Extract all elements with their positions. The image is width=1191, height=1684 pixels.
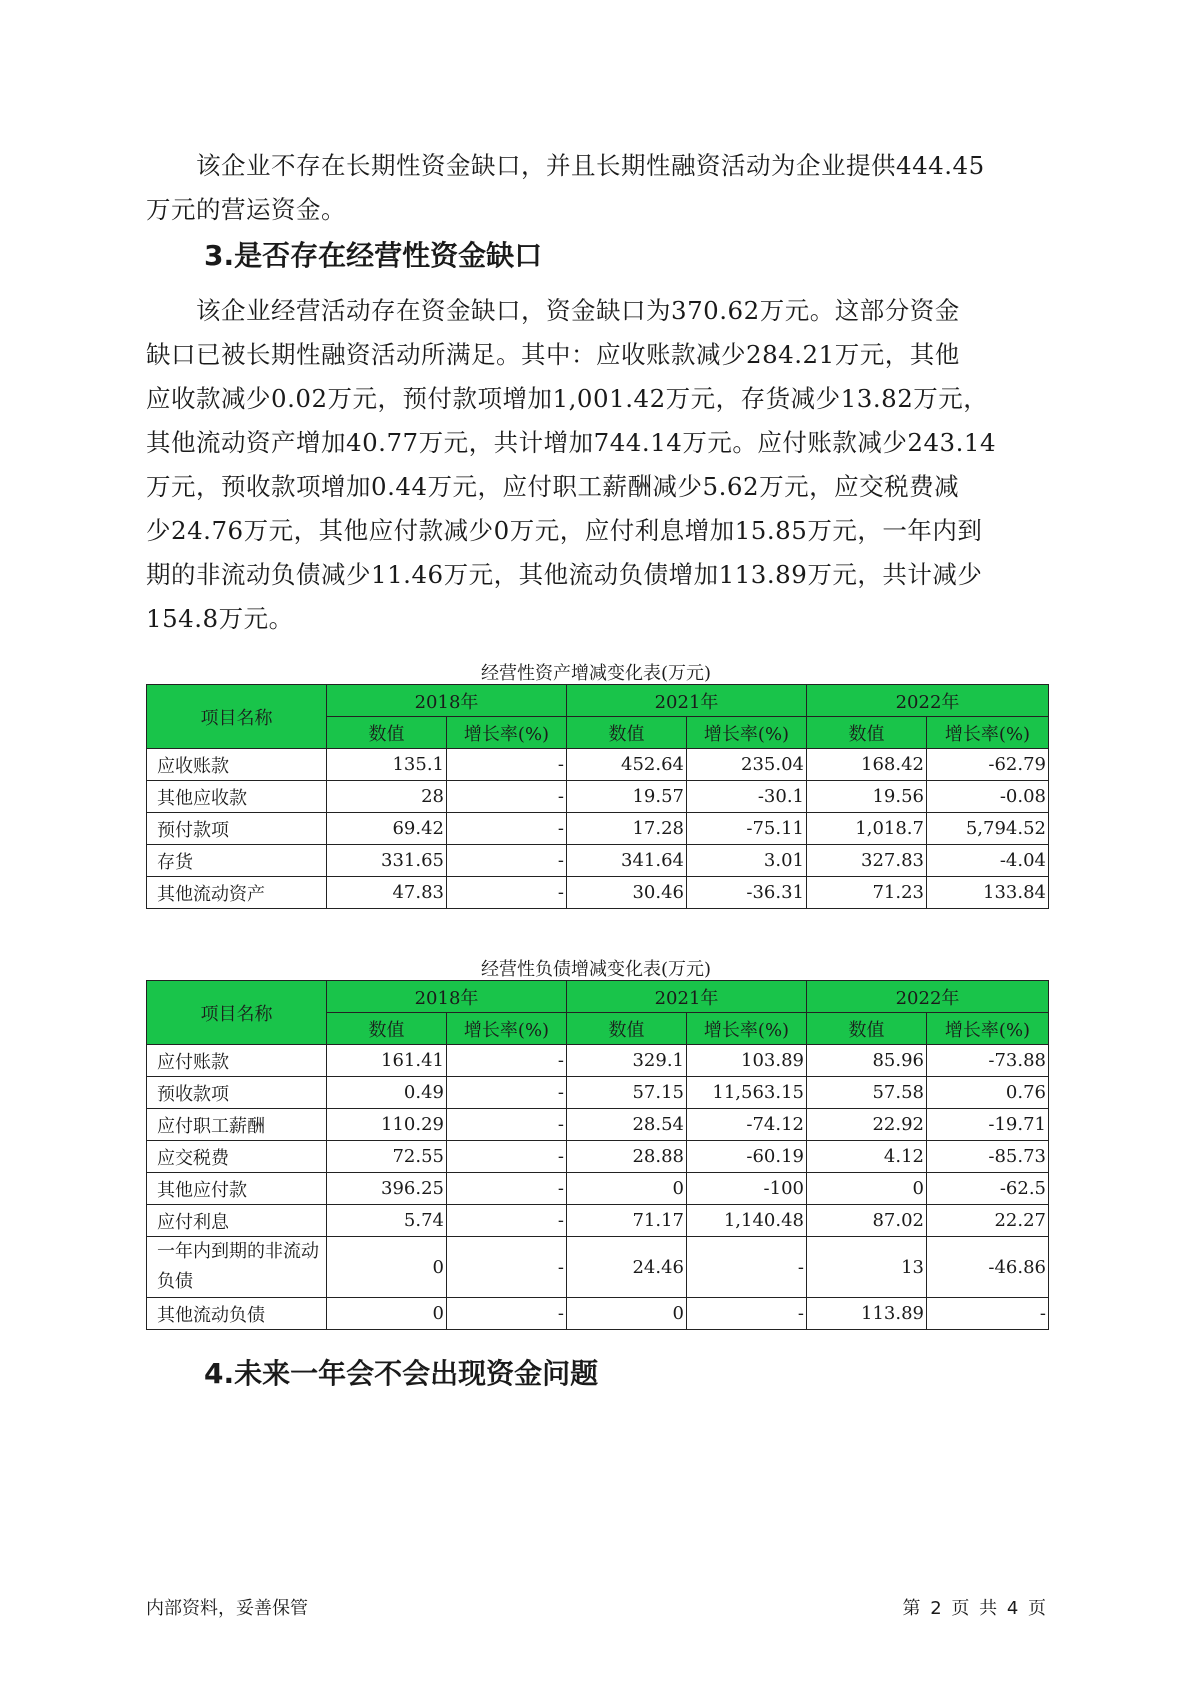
row-value-cell: -46.86 <box>927 1237 1049 1298</box>
table-row <box>147 1298 1049 1330</box>
row-value-cell: 4.12 <box>807 1141 927 1173</box>
row-item-name: 应付利息 <box>147 1205 327 1237</box>
table-row <box>147 749 1049 781</box>
row-value-cell: 71.17 <box>567 1205 687 1237</box>
row-value-cell: 28 <box>327 781 447 813</box>
row-value-cell: 57.58 <box>807 1077 927 1109</box>
row-value-cell: 57.15 <box>567 1077 687 1109</box>
row-value-cell: 1,018.7 <box>807 813 927 845</box>
row-value-cell: -60.19 <box>687 1141 807 1173</box>
header-growth-rate: 增长率(%) <box>447 1013 567 1045</box>
paragraph-line: 该企业经营活动存在资金缺口，资金缺口为370.62万元。这部分资金 <box>196 296 960 325</box>
table-caption-assets: 经营性资产增减变化表(万元) <box>480 663 712 684</box>
row-value-cell: - <box>447 1077 567 1109</box>
row-value-cell: 452.64 <box>567 749 687 781</box>
row-item-name: 其他流动资产 <box>147 877 327 909</box>
row-item-name: 其他流动负债 <box>147 1298 327 1330</box>
header-growth-rate: 增长率(%) <box>687 717 807 749</box>
row-value-cell: -30.1 <box>687 781 807 813</box>
header-year: 2018年 <box>327 685 567 717</box>
row-value-cell: -74.12 <box>687 1109 807 1141</box>
row-value-cell: - <box>447 1173 567 1205</box>
row-value-cell: - <box>447 1298 567 1330</box>
row-value-cell: - <box>447 813 567 845</box>
row-value-cell: - <box>447 1205 567 1237</box>
row-item-name: 存货 <box>147 845 327 877</box>
row-value-cell: 3.01 <box>687 845 807 877</box>
header-growth-rate: 增长率(%) <box>927 717 1049 749</box>
row-value-cell: - <box>447 1109 567 1141</box>
header-value: 数值 <box>327 717 447 749</box>
row-value-cell: 0 <box>327 1298 447 1330</box>
footer-page-number: 第 2 页 共 4 页 <box>902 1598 1046 1619</box>
row-value-cell: -62.79 <box>927 749 1049 781</box>
header-growth-rate: 增长率(%) <box>447 717 567 749</box>
row-value-cell: 235.04 <box>687 749 807 781</box>
table-row <box>147 781 1049 813</box>
row-value-cell: - <box>447 1237 567 1298</box>
row-value-cell: - <box>447 749 567 781</box>
row-value-cell: 85.96 <box>807 1045 927 1077</box>
row-value-cell: - <box>447 877 567 909</box>
row-value-cell: 5.74 <box>327 1205 447 1237</box>
section-heading-3: 3.是否存在经营性资金缺口 <box>204 239 543 272</box>
row-value-cell: 13 <box>807 1237 927 1298</box>
row-value-cell: 17.28 <box>567 813 687 845</box>
row-value-cell: 396.25 <box>327 1173 447 1205</box>
header-year: 2018年 <box>327 981 567 1013</box>
row-value-cell: -19.71 <box>927 1109 1049 1141</box>
paragraph-long-term-funding <box>146 144 1046 232</box>
row-value-cell: 0.49 <box>327 1077 447 1109</box>
header-value: 数值 <box>807 717 927 749</box>
row-value-cell: -75.11 <box>687 813 807 845</box>
paragraph-line: 少24.76万元，其他应付款减少0万元，应付利息增加15.85万元，一年内到 <box>146 516 983 545</box>
header-year: 2022年 <box>807 981 1049 1013</box>
row-value-cell: 0 <box>567 1173 687 1205</box>
row-item-name: 应交税费 <box>147 1141 327 1173</box>
row-item-name: 预收款项 <box>147 1077 327 1109</box>
row-value-cell: 331.65 <box>327 845 447 877</box>
row-value-cell: 0 <box>567 1298 687 1330</box>
row-value-cell: 22.27 <box>927 1205 1049 1237</box>
table-row <box>147 877 1049 909</box>
header-value: 数值 <box>567 717 687 749</box>
row-value-cell: 135.1 <box>327 749 447 781</box>
operating-liabilities-table <box>146 980 1049 1330</box>
footer-confidential-note: 内部资料，妥善保管 <box>146 1598 308 1619</box>
row-item-name: 预付款项 <box>147 813 327 845</box>
row-value-cell: 110.29 <box>327 1109 447 1141</box>
paragraph-line: 期的非流动负债减少11.46万元，其他流动负债增加113.89万元，共计减少 <box>146 560 983 589</box>
paragraph-line: 其他流动资产增加40.77万元，共计增加744.14万元。应付账款减少243.14 <box>146 428 997 457</box>
header-item-name: 项目名称 <box>147 685 327 749</box>
row-value-cell: -62.5 <box>927 1173 1049 1205</box>
row-value-cell: 161.41 <box>327 1045 447 1077</box>
row-value-cell: 19.56 <box>807 781 927 813</box>
header-year: 2021年 <box>567 981 807 1013</box>
row-value-cell: - <box>447 845 567 877</box>
row-value-cell: 22.92 <box>807 1109 927 1141</box>
row-value-cell: 0 <box>807 1173 927 1205</box>
row-value-cell: 87.02 <box>807 1205 927 1237</box>
operating-assets-table <box>146 684 1049 909</box>
header-growth-rate: 增长率(%) <box>927 1013 1049 1045</box>
row-value-cell: -73.88 <box>927 1045 1049 1077</box>
row-value-cell: 341.64 <box>567 845 687 877</box>
row-value-cell: - <box>447 1141 567 1173</box>
table-row <box>147 1237 1049 1298</box>
header-year: 2021年 <box>567 685 807 717</box>
paragraph-operating-gap <box>146 289 1046 641</box>
section-heading-4: 4.未来一年会不会出现资金问题 <box>204 1357 599 1390</box>
row-value-cell: - <box>687 1298 807 1330</box>
table-row <box>147 1109 1049 1141</box>
row-value-cell: 30.46 <box>567 877 687 909</box>
row-value-cell: - <box>687 1237 807 1298</box>
row-value-cell: -100 <box>687 1173 807 1205</box>
row-value-cell: 28.54 <box>567 1109 687 1141</box>
table-row <box>147 813 1049 845</box>
row-value-cell: 5,794.52 <box>927 813 1049 845</box>
table-caption-liabilities: 经营性负债增减变化表(万元) <box>480 959 712 980</box>
table-row <box>147 1205 1049 1237</box>
paragraph-line: 缺口已被长期性融资活动所满足。其中：应收账款减少284.21万元，其他 <box>146 340 960 369</box>
table-row <box>147 1141 1049 1173</box>
row-value-cell: 28.88 <box>567 1141 687 1173</box>
row-value-cell: 327.83 <box>807 845 927 877</box>
row-item-name: 其他应付款 <box>147 1173 327 1205</box>
row-item-name: 一年内到期的非流动负债 <box>147 1237 327 1298</box>
row-value-cell: -4.04 <box>927 845 1049 877</box>
row-value-cell: 19.57 <box>567 781 687 813</box>
row-value-cell: - <box>927 1298 1049 1330</box>
row-value-cell: 113.89 <box>807 1298 927 1330</box>
row-value-cell: 71.23 <box>807 877 927 909</box>
paragraph-line: 万元，预收款项增加0.44万元，应付职工薪酬减少5.62万元，应交税费减 <box>146 472 960 501</box>
table-row <box>147 1077 1049 1109</box>
row-value-cell: 47.83 <box>327 877 447 909</box>
row-value-cell: - <box>447 1045 567 1077</box>
row-value-cell: 0 <box>327 1237 447 1298</box>
row-value-cell: 11,563.15 <box>687 1077 807 1109</box>
row-value-cell: 103.89 <box>687 1045 807 1077</box>
row-value-cell: - <box>447 781 567 813</box>
row-value-cell: 133.84 <box>927 877 1049 909</box>
paragraph-line: 该企业不存在长期性资金缺口，并且长期性融资活动为企业提供444.45 <box>196 151 985 180</box>
table-row <box>147 1045 1049 1077</box>
row-value-cell: -0.08 <box>927 781 1049 813</box>
row-item-name: 应收账款 <box>147 749 327 781</box>
paragraph-line: 应收款减少0.02万元，预付款项增加1,001.42万元，存货减少13.82万元， <box>146 384 989 413</box>
row-value-cell: 1,140.48 <box>687 1205 807 1237</box>
row-item-name: 其他应收款 <box>147 781 327 813</box>
table-row <box>147 1173 1049 1205</box>
header-value: 数值 <box>807 1013 927 1045</box>
row-value-cell: 168.42 <box>807 749 927 781</box>
paragraph-line: 154.8万元。 <box>146 604 294 633</box>
row-value-cell: 69.42 <box>327 813 447 845</box>
table-row <box>147 845 1049 877</box>
row-item-name: 应付账款 <box>147 1045 327 1077</box>
header-item-name: 项目名称 <box>147 981 327 1045</box>
row-item-name: 应付职工薪酬 <box>147 1109 327 1141</box>
row-value-cell: 24.46 <box>567 1237 687 1298</box>
row-value-cell: -36.31 <box>687 877 807 909</box>
row-value-cell: 72.55 <box>327 1141 447 1173</box>
header-value: 数值 <box>327 1013 447 1045</box>
row-value-cell: 0.76 <box>927 1077 1049 1109</box>
header-value: 数值 <box>567 1013 687 1045</box>
row-value-cell: -85.73 <box>927 1141 1049 1173</box>
row-value-cell: 329.1 <box>567 1045 687 1077</box>
header-growth-rate: 增长率(%) <box>687 1013 807 1045</box>
header-year: 2022年 <box>807 685 1049 717</box>
paragraph-line: 万元的营运资金。 <box>146 195 346 224</box>
